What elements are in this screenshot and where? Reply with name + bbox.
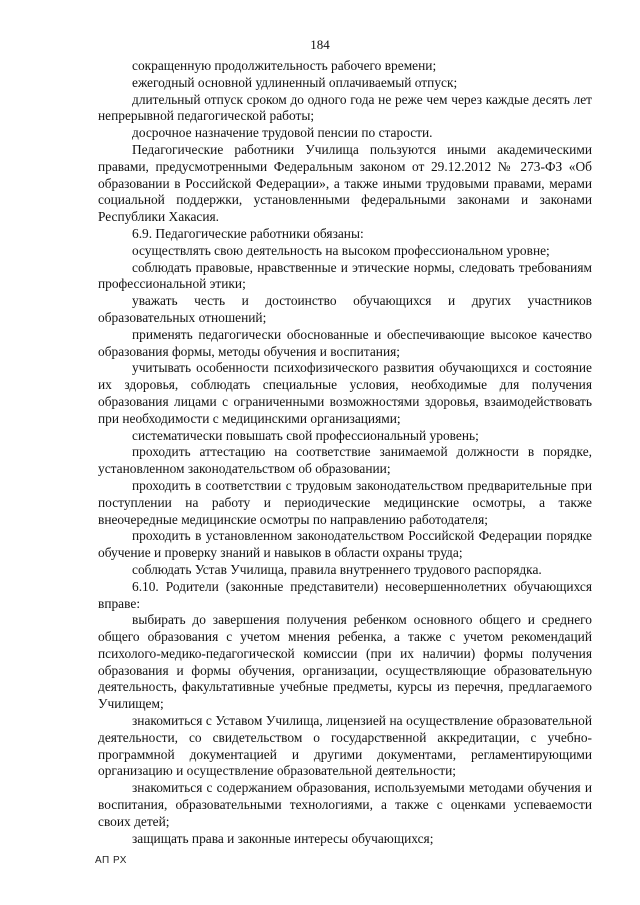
paragraph: проходить аттестацию на соответствие занимаемой должности в порядке, установленном законодательством об образовании; (98, 444, 592, 477)
paragraph: применять педагогически обоснованные и обеспечивающие высокое качество образования формы, методы обучения и воспитания; (98, 326, 592, 359)
paragraph: выбирать до завершения получения ребенком основного общего и среднего общего образования с учетом мнения ребенка, а также с учетом рекомендаций психолого-медико-педагогической комиссии (при их наличии) формы получения образования и формы обучения, организации, осуществляющие образовательную деятельность, факультативные учебные предметы, курсы из перечня, предлагаемого Училищем; (98, 612, 592, 712)
page-number: 184 (310, 37, 330, 52)
document-body (98, 58, 592, 847)
paragraph: соблюдать Устав Училища, правила внутреннего трудового распорядка. (132, 561, 542, 577)
paragraph: проходить в соответствии с трудовым законодательством предварительные при поступлении на работу и периодические медицинские осмотры, а также внеочередные медицинские осмотры по направлению работодателя; (98, 477, 592, 527)
paragraph: учитывать особенности психофизического развития обучающихся и состояние их здоровья, соблюдать специальные условия, необходимые для получения образования лицами с ограниченными возможностями здоровья, взаимодействовать при необходимости с медицинскими организациями; (98, 360, 592, 426)
paragraph: длительный отпуск сроком до одного года не реже чем через каждые десять лет непрерывной педагогической работы; (98, 91, 592, 124)
paragraph: сокращенную продолжительность рабочего времени; (132, 58, 437, 73)
footer-stamp: АП РХ (95, 855, 127, 866)
section-heading: 6.9. Педагогические работники обязаны: (132, 225, 364, 241)
paragraph: Педагогические работники Училища пользуются иными академическими правами, предусмотренными Федеральным законом от 29.12.2012 № 273-ФЗ «Об образовании в Российской Федерации», а также иными трудовыми правами, мерами социальной поддержки, установленными федеральными законами и законами Республики Хакасия. (98, 141, 592, 225)
paragraph: защищать права и законные интересы обучающихся; (132, 830, 434, 846)
paragraph: систематически повышать свой профессиональный уровень; (132, 427, 479, 443)
section-heading: 6.10. Родители (законные представители) несовершеннолетних обучающихся вправе: (98, 578, 592, 611)
paragraph: проходить в установленном законодательством Российской Федерации порядке обучение и проверку знаний и навыков в области охраны труда; (98, 528, 592, 561)
paragraph: ежегодный основной удлиненный оплачиваемый отпуск; (132, 74, 458, 90)
paragraph: знакомиться с Уставом Училища, лицензией на осуществление образовательной деятельности, со свидетельством о государственной аккредитации, с учебно-программной документацией и другими документами, регламентирующими организацию и осуществление образовательной деятельности; (98, 713, 592, 779)
paragraph: соблюдать правовые, нравственные и этические нормы, следовать требованиям профессиональной этики; (98, 259, 592, 292)
paragraph: знакомиться с содержанием образования, используемыми методами обучения и воспитания, образовательными технологиями, а также с оценками успеваемости своих детей; (98, 780, 592, 829)
paragraph: осуществлять свою деятельность на высоком профессиональном уровне; (132, 242, 550, 258)
paragraph: уважать честь и достоинство обучающихся и других участников образовательных отношений; (98, 293, 592, 325)
paragraph: досрочное назначение трудовой пенсии по старости. (132, 125, 433, 141)
